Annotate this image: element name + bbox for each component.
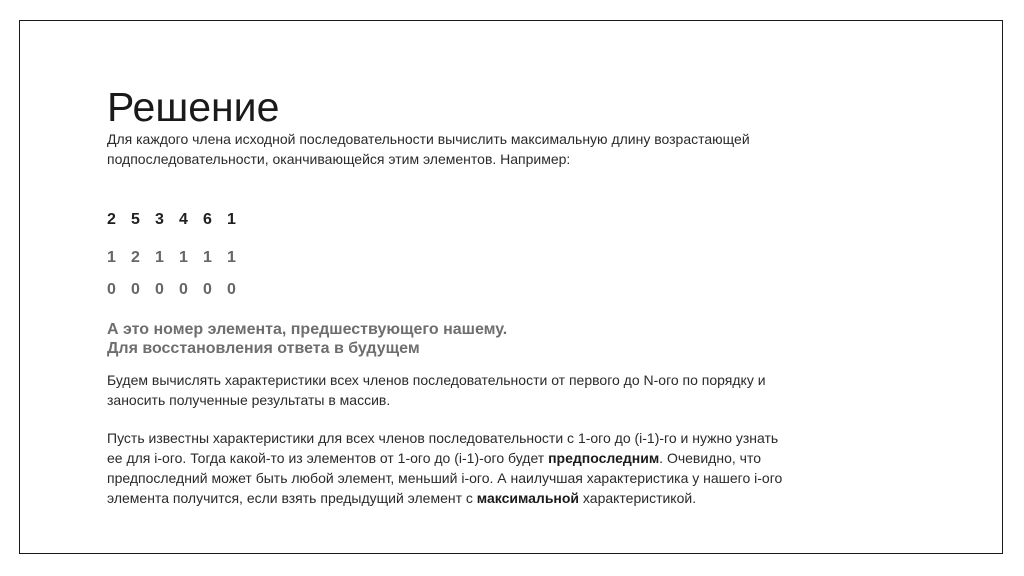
lis-length-value: 1	[155, 249, 164, 266]
prev-index-value: 0	[131, 281, 140, 298]
sequence-value: 4	[179, 211, 188, 228]
sequence-value: 1	[227, 211, 236, 228]
sequence-value: 5	[131, 211, 140, 228]
lis-length-value: 2	[131, 249, 140, 266]
sequence-value: 6	[203, 211, 212, 228]
intro-text	[107, 129, 750, 169]
lis-length-value: 1	[179, 249, 188, 266]
prev-index-value: 0	[227, 281, 236, 298]
lis-length-value: 1	[203, 249, 212, 266]
bold-term-predposlednim: предпоследним	[548, 450, 660, 466]
prev-index-value: 0	[155, 281, 164, 298]
paragraph-line	[107, 488, 782, 508]
lis-lengths-row	[107, 248, 251, 268]
paragraph-line: предпоследний может быть любой элемент, меньший i-ого. А наилучшая характеристика у нашего i-ого	[107, 470, 783, 486]
note-line: А это номер элемента, предшествующего нашему.	[107, 321, 508, 338]
text-fragment: ее для i-ого. Тогда какой-то из элементов от 1-ого до (i-1)-ого будет	[107, 450, 549, 466]
prev-index-value: 0	[107, 281, 116, 298]
prev-index-value: 0	[203, 281, 212, 298]
bold-term-maksimalnoy: максимальной	[476, 490, 580, 506]
paragraph-line	[107, 448, 782, 468]
intro-line: Для каждого члена исходной последовательности вычислить максимальную длину возрастающей	[107, 131, 750, 147]
paragraph-line: Будем вычислять характеристики всех членов последовательности от первого до N-ого по порядку и	[107, 372, 766, 388]
prev-index-row	[107, 280, 251, 300]
text-fragment: элемента получится, если взять предыдущий элемент с	[107, 490, 477, 506]
sequence-value: 2	[107, 211, 116, 228]
lis-length-value: 1	[107, 249, 116, 266]
paragraph-induction	[107, 428, 782, 508]
lis-length-value: 1	[227, 249, 236, 266]
text-fragment: . Очевидно, что	[659, 450, 761, 466]
prev-index-value: 0	[179, 281, 188, 298]
paragraph-line: Пусть известны характеристики для всех членов последовательности с 1-ого до (i-1)-го и нужно узнать	[107, 430, 779, 446]
sequence-values-row	[107, 210, 251, 230]
paragraph-line: заносить полученные результаты в массив.	[107, 392, 391, 408]
note-line: Для восстановления ответа в будущем	[107, 340, 420, 357]
text-fragment: характеристикой.	[579, 490, 697, 506]
sequence-value: 3	[155, 211, 164, 228]
prev-index-note	[107, 320, 507, 358]
intro-line: подпоследовательности, оканчивающейся этим элементов. Например:	[107, 151, 571, 167]
slide-title: Решение	[107, 84, 280, 130]
paragraph-order	[107, 370, 766, 410]
